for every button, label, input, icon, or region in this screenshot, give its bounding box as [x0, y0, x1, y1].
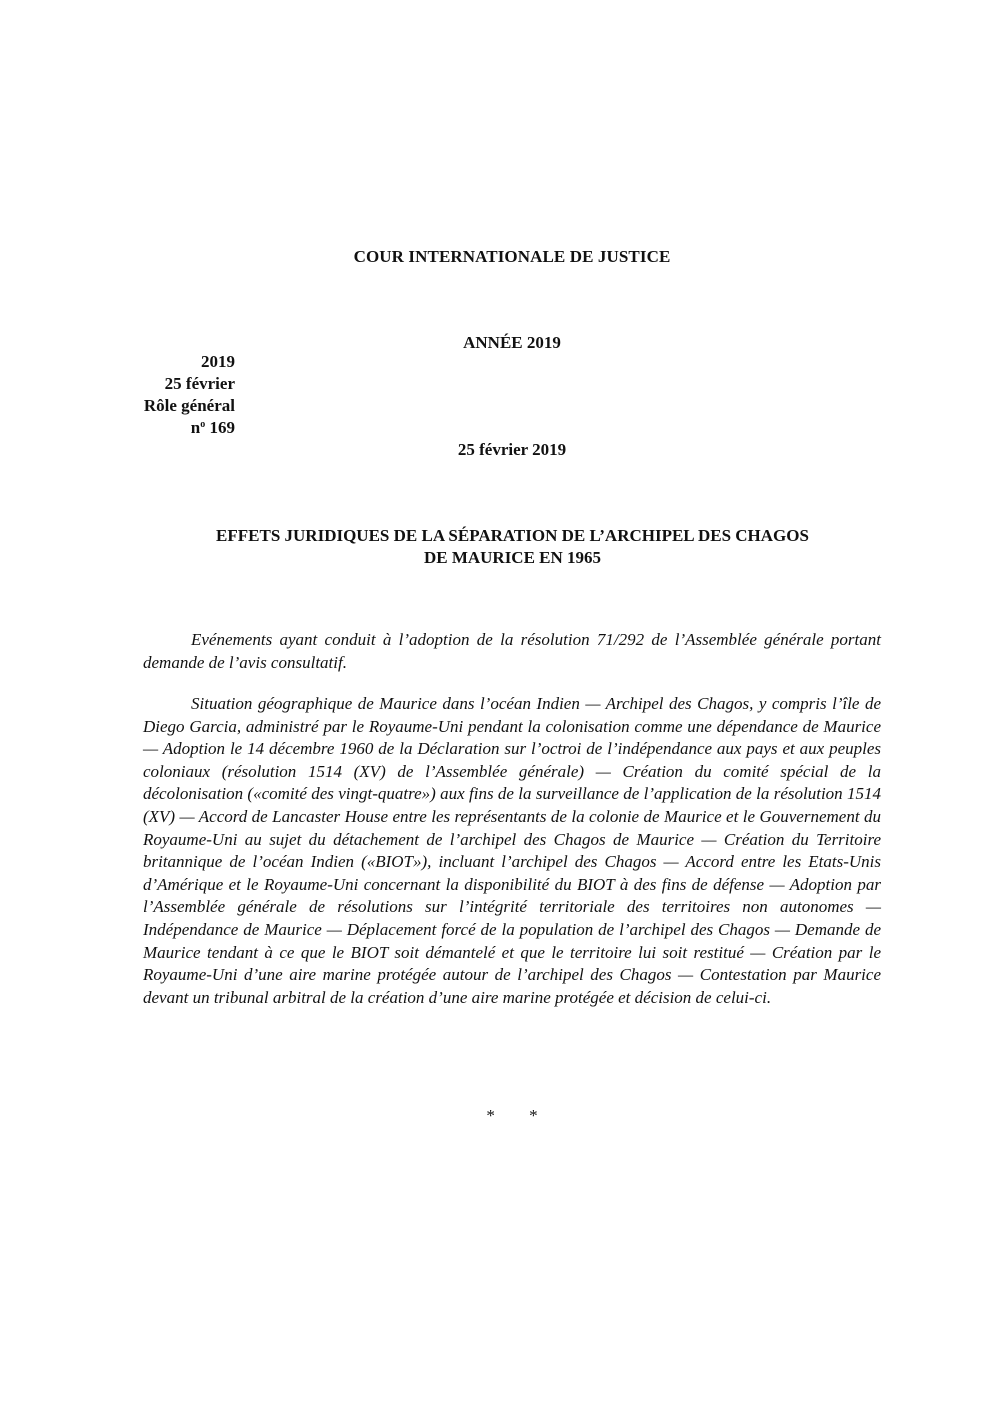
summary-paragraph-1: Evénements ayant conduit à l’adoption de la résolution 71/292 de l’Assemblée générale portant demande de l’avis consultatif.	[143, 630, 881, 672]
margin-note-year: 2019	[201, 352, 235, 371]
margin-note-number	[70, 417, 235, 439]
court-name-heading: COUR INTERNATIONALE DE JUSTICE	[353, 247, 671, 266]
case-title-line-1: EFFETS JURIDIQUES DE LA SÉPARATION DE L’ARCHIPEL DES CHAGOS	[216, 526, 809, 545]
case-title	[140, 525, 885, 569]
summary-paragraph-2: Situation géographique de Maurice dans l’océan Indien — Archipel des Chagos, y compris l’île de Diego Garcia, administré par le Royaume-Uni pendant la colonisation comme une dépendance de Maurice — Adoption le 14 décembre 1960 de la Déclaration sur l’octroi de l’indépendance aux pays et aux peuples coloniaux (résolution 1514 (XV) de l’Assemblée générale) — Création du comité spécial de la décolonisation («comité des vingt-quatre») aux fins de la surveillance de l’application de la résolution 1514 (XV) — Accord de Lancaster House entre les représentants de la colonie de Maurice et le Gouvernement du Royaume-Uni au sujet du détachement de l’archipel des Chagos de Maurice — Création du Territoire britannique de l’océan Indien («BIOT»), incluant l’archipel des Chagos — Accord entre les Etats-Unis d’Amérique et le Royaume-Uni concernant la disponibilité du BIOT à des fins de défense — Adoption par l’Assemblée générale de résolutions sur l’intégrité territoriale des territoires non autonomes — Indépendance de Maurice — Déplacement forcé de la population de l’archipel des Chagos — Demande de Maurice tendant à ce que le BIOT soit démantelé et que le territoire lui soit restitué — Création par le Royaume-Uni d’une aire marine protégée autour de l’archipel des Chagos — Contestation par Maurice devant un tribunal arbitral de la création d’une aire marine protégée et décision de celui-ci.	[143, 694, 881, 1007]
margin-note-number-sup: o	[200, 419, 206, 430]
margin-note-number-value: 169	[205, 418, 235, 437]
section-separator: * *	[486, 1106, 538, 1125]
margin-note-number-prefix: n	[190, 418, 201, 437]
margin-note	[70, 351, 235, 439]
date-heading: 25 février 2019	[457, 440, 567, 459]
year-heading: ANNÉE 2019	[463, 333, 561, 352]
case-title-line-2: DE MAURICE EN 1965	[423, 548, 602, 567]
margin-note-date: 25 février	[164, 374, 235, 393]
margin-note-role: Rôle général	[143, 396, 235, 415]
